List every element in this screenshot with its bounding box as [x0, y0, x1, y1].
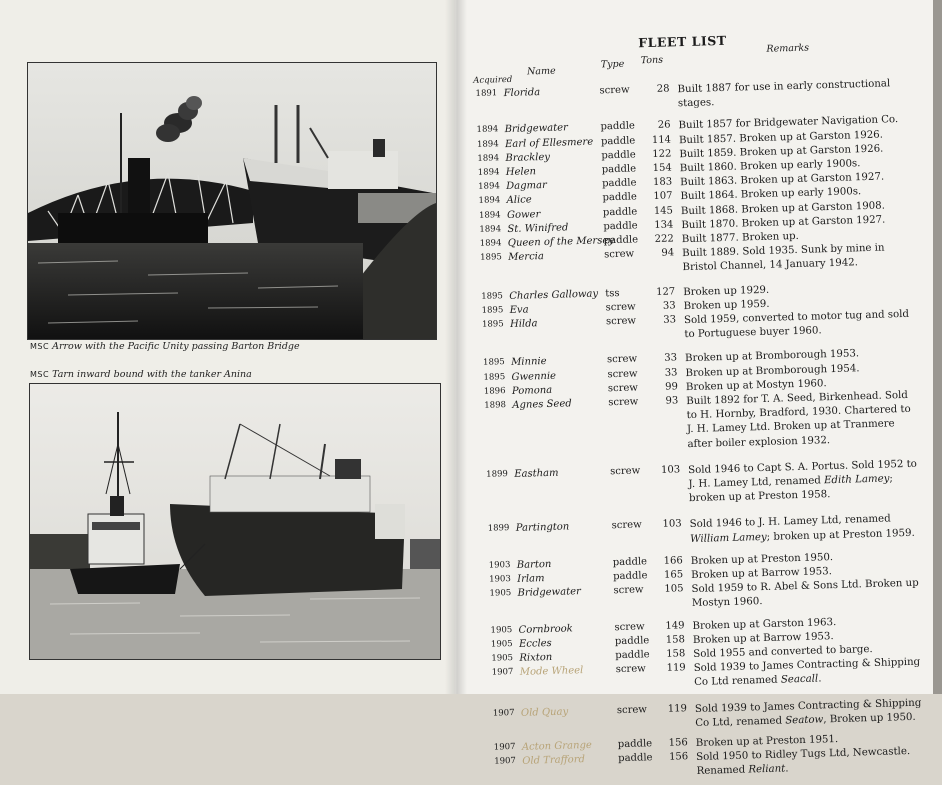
- vessel-name: Acton Grange: [521, 739, 592, 753]
- remarks-line: Built 1877. Broken up.: [681, 230, 800, 246]
- vessel-name: Alice: [506, 194, 532, 207]
- photo-tarn-anina: [29, 383, 441, 660]
- remarks-line: Broken up at Garston 1963.: [692, 616, 837, 632]
- vessel-tons: 103: [662, 518, 682, 531]
- vessel-tons: 127: [655, 285, 676, 298]
- vessel-name: Partington: [515, 521, 570, 535]
- acquired-year: 1905: [491, 653, 514, 664]
- vessel-type: screw: [607, 382, 639, 395]
- vessel-name: Brackley: [505, 151, 551, 164]
- vessel-type: screw: [611, 519, 642, 532]
- vessel-tons: 114: [651, 134, 672, 146]
- vessel-type: screw: [614, 620, 645, 633]
- vessel-tons: 119: [667, 702, 688, 715]
- vessel-tons: 93: [665, 395, 679, 407]
- vessel-name: Gower: [506, 208, 541, 221]
- caption-top: [30, 341, 300, 352]
- acquired-year: 1907: [491, 667, 514, 678]
- vessel-tons: 28: [656, 83, 670, 95]
- acquired-year: 1894: [477, 167, 500, 178]
- remarks-line: Sold 1959 to R. Abel & Sons Ltd. Broken up: [691, 577, 919, 596]
- vessel-name: Mode Wheel: [519, 665, 584, 679]
- remarks-line: Sold 1946 to J. H. Lamey Ltd, renamed: [689, 513, 891, 531]
- acquired-year: 1903: [488, 559, 511, 571]
- vessel-tons: 33: [662, 300, 676, 312]
- acquired-year: 1894: [478, 209, 501, 221]
- vessel-type: tss: [605, 287, 620, 299]
- vessel-type: paddle: [600, 135, 636, 147]
- remarks-line: Sold 1950 to Ridley Tugs Ltd, Newcastle.: [696, 746, 911, 764]
- vessel-type: paddle: [602, 191, 638, 204]
- remarks-line: Built 1863. Broken up at Garston 1927.: [680, 171, 885, 189]
- remarks-line: Built 1857 for Bridgewater Navigation Co.: [678, 114, 899, 132]
- vessel-type: paddle: [612, 556, 648, 569]
- vessel-name: Old Quay: [520, 706, 569, 719]
- remarks-line: J. H. Lamey Ltd, renamed Edith Lamey;: [688, 473, 894, 491]
- vessel-tons: 165: [663, 569, 684, 581]
- vessel-tons: 222: [654, 233, 674, 245]
- vessel-name: Florida: [503, 87, 541, 100]
- caption-top-text: Arrow with the Pacific Unity passing Barton Bridge: [52, 341, 300, 352]
- remarks-line: Built 1870. Broken up at Garston 1927.: [681, 214, 886, 231]
- vessel-tons: 94: [661, 247, 675, 259]
- acquired-year: 1894: [479, 238, 502, 249]
- page-gutter: [445, 0, 467, 694]
- vessel-name: Eccles: [518, 637, 552, 650]
- acquired-year: 1894: [477, 153, 500, 164]
- vessel-type: paddle: [603, 234, 639, 247]
- remarks-line: Bristol Channel, 14 January 1942.: [682, 257, 859, 274]
- fleet-row: [485, 548, 942, 571]
- remarks-line: Broken up at Preston 1950.: [690, 551, 834, 567]
- acquired-year: 1899: [487, 523, 510, 535]
- fleet-row: [482, 457, 942, 505]
- remarks-line: to H. Hornby, Bradford, 1930. Chartered to: [686, 404, 911, 422]
- vessel-tons: 158: [666, 648, 686, 660]
- remarks-line: Sold 1959, converted to motor tug and sold: [683, 308, 910, 327]
- vessel-name: Bridgewater: [517, 586, 582, 600]
- header-name: Name: [526, 65, 556, 78]
- vessel-tons: 145: [653, 204, 674, 217]
- fleet-row: [477, 279, 937, 302]
- vessel-name: Irlam: [517, 573, 545, 585]
- acquired-year: 1894: [478, 195, 501, 207]
- vessel-remarks: [686, 388, 939, 452]
- acquired-year: 1891: [475, 88, 498, 99]
- remarks-line: Renamed Reliant.: [696, 763, 789, 778]
- vessel-name: St. Winifred: [507, 222, 569, 235]
- vessel-type: paddle: [615, 649, 650, 662]
- vessel-type: screw: [608, 396, 639, 409]
- vessel-type: paddle: [618, 752, 653, 765]
- vessel-type: screw: [607, 368, 638, 380]
- remarks-line: Built 1892 for T. A. Seed, Birkenhead. Sold: [686, 389, 909, 408]
- caption-top-prefix: MSC: [30, 342, 50, 351]
- vessel-tons: 99: [664, 381, 679, 393]
- vessel-tons: 158: [665, 634, 686, 646]
- vessel-name: Gwennie: [511, 370, 557, 383]
- vessel-type: paddle: [614, 635, 650, 647]
- photo-barton-bridge: [27, 62, 437, 340]
- acquired-year: 1894: [476, 124, 499, 136]
- remarks-line: Sold 1955 and converted to barge.: [693, 643, 873, 661]
- vessel-name: Cornbrook: [518, 622, 573, 636]
- acquired-year: 1895: [481, 290, 504, 302]
- vessel-name: Queen of the Mersey: [507, 235, 615, 250]
- vessel-remarks: [688, 457, 941, 507]
- vessel-remarks: [691, 576, 942, 611]
- vessel-tons: 183: [652, 176, 673, 189]
- acquired-year: 1895: [481, 304, 504, 316]
- header-remarks: Remarks: [766, 42, 810, 55]
- vessel-name: Barton: [516, 558, 552, 571]
- vessel-type: screw: [599, 84, 630, 97]
- vessel-remarks: [682, 240, 935, 275]
- vessel-tons: 122: [652, 148, 672, 160]
- vessel-type: paddle: [612, 570, 648, 583]
- acquired-year: 1903: [489, 574, 511, 585]
- remarks-line: Built 1868. Broken up at Garston 1908.: [680, 200, 886, 217]
- acquired-year: 1895: [481, 319, 504, 330]
- remarks-line: Co Ltd, renamed Seatow, Broken up 1950.: [695, 711, 916, 729]
- vessel-type: screw: [604, 248, 635, 261]
- vessel-type: paddle: [601, 163, 637, 176]
- remarks-line: Sold 1939 to James Contracting & Shipping: [693, 656, 921, 675]
- remarks-line: Co Ltd renamed Seacall.: [693, 673, 822, 689]
- vessel-type: screw: [610, 465, 641, 478]
- header-type: Type: [600, 58, 625, 71]
- vessel-name: Rixton: [519, 651, 553, 664]
- acquired-year: 1896: [483, 385, 506, 397]
- remarks-line: J. H. Lamey Ltd. Broken up at Tranmere: [686, 418, 895, 436]
- acquired-year: 1907: [494, 756, 517, 767]
- caption-bottom-prefix: MSC: [30, 370, 50, 379]
- remarks-line: Broken up at Barrow 1953.: [692, 630, 834, 646]
- remarks-line: to Portuguese buyer 1960.: [684, 325, 822, 341]
- acquired-year: 1895: [483, 371, 506, 383]
- vessel-type: paddle: [600, 120, 636, 133]
- remarks-line: Sold 1946 to Capt S. A. Portus. Sold 1952 to: [688, 458, 918, 476]
- fleet-row: [489, 695, 942, 729]
- fleet-row: [472, 113, 932, 136]
- vessel-tons: 107: [653, 190, 673, 203]
- remarks-line: Built 1860. Broken up early 1900s.: [679, 158, 861, 175]
- remarks-line: Mostyn 1960.: [691, 596, 763, 610]
- vessel-name: Eva: [509, 304, 529, 316]
- vessel-name: Mercia: [508, 251, 545, 264]
- remarks-line: Built 1864. Broken up early 1900s.: [680, 186, 862, 203]
- vessel-tons: 149: [665, 619, 685, 632]
- fleet-row: [490, 730, 942, 753]
- remarks-line: broken up at Preston 1958.: [688, 489, 831, 505]
- acquired-year: 1895: [483, 357, 505, 369]
- vessel-tons: 33: [664, 366, 678, 379]
- remarks-line: Broken up at Preston 1951.: [695, 733, 839, 749]
- remarks-line: Built 1887 for use in early constructional: [677, 78, 891, 96]
- vessel-tons: 26: [657, 119, 671, 132]
- vessel-type: screw: [615, 663, 646, 676]
- remarks-line: Broken up at Bromborough 1953.: [684, 348, 860, 365]
- vessel-name: Earl of Ellesmere: [504, 136, 594, 150]
- vessel-type: screw: [613, 584, 644, 597]
- remarks-line: stages.: [677, 97, 715, 110]
- vessel-name: Dagmar: [506, 180, 547, 193]
- acquired-year: 1895: [480, 252, 502, 263]
- vessel-name: Hilda: [509, 318, 538, 330]
- remarks-line: Broken up 1929.: [683, 284, 770, 298]
- left-page: [0, 0, 455, 694]
- vessel-remarks: [696, 744, 942, 779]
- vessel-tons: 156: [668, 737, 688, 749]
- remarks-line: Built 1857. Broken up at Garston 1926.: [678, 129, 884, 146]
- vessel-type: paddle: [617, 738, 653, 751]
- remarks-line: Built 1859. Broken up at Garston 1926.: [679, 143, 884, 160]
- vessel-remarks: [684, 307, 937, 342]
- fleet-row: [486, 613, 942, 636]
- fleet-list-title: FLEET LIST: [638, 32, 727, 51]
- remarks-line: William Lamey; broken up at Preston 1959.: [689, 527, 915, 545]
- header-acquired: Acquired: [473, 74, 513, 86]
- acquired-year: 1907: [493, 742, 516, 753]
- vessel-remarks: [695, 696, 942, 731]
- vessel-remarks: [677, 76, 930, 111]
- vessel-type: paddle: [602, 177, 637, 190]
- vessel-tons: 134: [654, 219, 674, 231]
- acquired-year: 1905: [489, 588, 512, 599]
- vessel-name: Pomona: [511, 384, 553, 397]
- vessel-tons: 119: [666, 662, 686, 674]
- fleet-list: [470, 23, 942, 778]
- fleet-row: [484, 511, 942, 545]
- fleet-row: [471, 76, 931, 110]
- vessel-type: paddle: [602, 205, 638, 218]
- caption-bottom-text: Tarn inward bound with the tanker Anina: [52, 369, 252, 380]
- vessel-name: Minnie: [510, 356, 547, 369]
- vessel-name: Charles Galloway: [509, 288, 599, 302]
- vessel-tons: 33: [663, 314, 677, 326]
- acquired-year: 1898: [484, 400, 507, 411]
- acquired-year: 1894: [479, 224, 502, 235]
- vessel-name: Bridgewater: [504, 122, 569, 136]
- acquired-year: 1894: [476, 138, 499, 150]
- vessel-type: screw: [605, 301, 636, 314]
- remarks-line: Broken up at Barrow 1953.: [690, 566, 833, 582]
- vessel-type: paddle: [601, 149, 636, 162]
- vessel-type: screw: [605, 315, 637, 328]
- vessel-tons: 156: [668, 751, 689, 763]
- acquired-year: 1905: [490, 624, 513, 636]
- vessel-type: screw: [606, 353, 638, 366]
- remarks-line: Sold 1939 to James Contracting & Shipping: [694, 697, 922, 715]
- remarks-line: Broken up 1959.: [683, 298, 770, 312]
- vessel-type: screw: [616, 703, 648, 716]
- acquired-year: 1905: [490, 638, 513, 650]
- vessel-tons: 154: [652, 162, 672, 174]
- vessel-name: Old Trafford: [522, 754, 586, 768]
- vessel-tons: 33: [664, 352, 678, 365]
- caption-bottom: [30, 369, 252, 380]
- acquired-year: 1907: [492, 707, 515, 719]
- vessel-type: paddle: [603, 220, 638, 233]
- acquired-year: 1894: [478, 181, 500, 193]
- remarks-line: Broken up at Mostyn 1960.: [685, 377, 827, 393]
- vessel-name: Agnes Seed: [512, 398, 572, 411]
- header-tons: Tons: [640, 54, 664, 67]
- remarks-line: Broken up at Bromborough 1954.: [685, 362, 860, 379]
- vessel-name: Eastham: [514, 467, 559, 480]
- vessel-tons: 166: [663, 555, 683, 567]
- vessel-tons: 103: [660, 464, 681, 476]
- remarks-line: after boiler explosion 1932.: [687, 434, 831, 450]
- remarks-line: Built 1889. Sold 1935. Sunk by mine in: [682, 242, 885, 260]
- acquired-year: 1899: [486, 468, 509, 480]
- vessel-tons: 105: [664, 583, 684, 595]
- vessel-remarks: [690, 511, 942, 546]
- fleet-row: [479, 345, 939, 369]
- vessel-name: Helen: [505, 166, 537, 179]
